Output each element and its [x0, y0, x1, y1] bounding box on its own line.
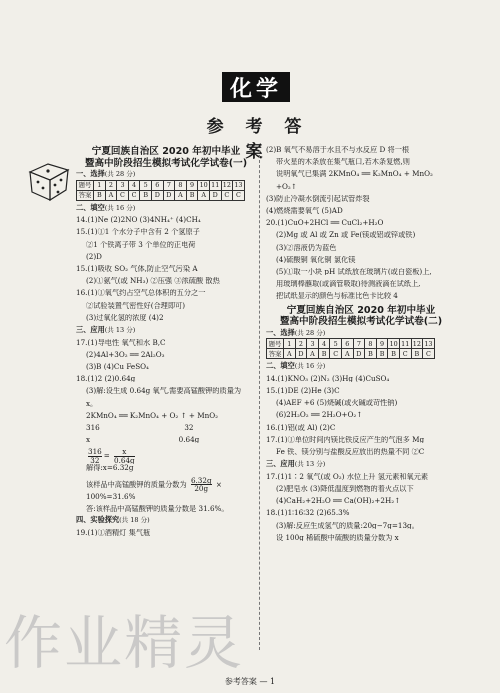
- answer-line: (3)②溶液仍为蓝色: [276, 243, 337, 251]
- table-cell: B: [388, 349, 400, 359]
- ratio-n1: 316: [88, 448, 102, 457]
- answer-line: 解得:x=6.32g: [86, 464, 134, 472]
- percent-num: 6.32g: [190, 476, 212, 485]
- answer-line: (4)AEF +6 (5)烧碱(或火碱或苛性钠): [276, 399, 398, 407]
- table-cell: A: [175, 190, 187, 200]
- table-row: [77, 180, 245, 190]
- answer-line: (3)过氧化氢的浓度 (4)2: [86, 313, 164, 322]
- table-cell: 11: [401, 339, 410, 348]
- table-cell: 1: [284, 339, 296, 349]
- answer-line: (3)防止冷凝水倒流引起试管炸裂: [266, 194, 370, 203]
- table-cell: C: [117, 190, 129, 200]
- answer-line: (2)D: [86, 252, 102, 260]
- answer-line: (2)肥皂水 (3)降低温度到燃物的着火点以下: [276, 484, 414, 493]
- section-note: (共 16 分): [294, 362, 326, 371]
- percent-den: 20g: [194, 484, 209, 493]
- table-cell: 5: [140, 180, 152, 190]
- answer-line: (6)2H₂O₂ ══ 2H₂O+O₂↑: [276, 411, 363, 419]
- exam-title-1a: 宁夏回族自治区 2020 年初中毕业: [91, 146, 241, 157]
- table-cell: 13: [234, 180, 243, 189]
- answer-line: 带火星的木条放在集气瓶口,若木条复燃,则: [276, 158, 410, 166]
- exam-title-1b: 暨高中阶段招生模拟考试化学试卷(一): [84, 157, 248, 169]
- answer-line: (5)①取一小块 pH 试纸放在玻璃片(或白瓷板)上,: [276, 268, 432, 276]
- answer-line: +O₂↑: [276, 182, 297, 190]
- table-cell: 11: [211, 180, 220, 189]
- answer-line: (3)解:反应生成氢气的质量:20g−7g=13g。: [276, 521, 419, 529]
- table-cell: 13: [424, 339, 433, 348]
- section-label: 一、选择: [266, 327, 295, 337]
- answer-line: (2)4Al+3O₂ ══ 2Al₂O₃: [86, 350, 165, 358]
- section-heading: [266, 329, 456, 337]
- table-cell: D: [209, 190, 221, 200]
- table-cell: 10: [199, 180, 208, 189]
- table-head: 答案: [77, 190, 94, 200]
- section-note: (共 13 分): [294, 460, 326, 469]
- table-cell: 8: [365, 339, 377, 349]
- answer-line: 15.(1)DE (2)He (3)C: [266, 387, 340, 395]
- table-head: 题号: [77, 180, 94, 190]
- table-cell: B: [318, 349, 330, 359]
- table-row: [77, 190, 245, 200]
- answer-line: 说明氧气已集满 2KMnO₄ ══ K₂MnO₄ + MnO₂: [276, 170, 433, 178]
- table-row: [267, 349, 435, 359]
- page-title: 化学: [222, 72, 290, 102]
- table-cell: D: [151, 190, 163, 200]
- table-cell: B: [376, 349, 388, 359]
- table-cell: 2: [105, 180, 117, 190]
- answer-line: 16.(1)①氧气约占空气总体积的五分之一: [76, 289, 206, 297]
- section-heading: [76, 204, 256, 212]
- section-note: (共 18 分): [119, 516, 150, 525]
- table-cell: D: [353, 349, 365, 359]
- answer-line: 17.(1)1∶2 氧气(或 O₂) 水位上升 氢元素和氧元素: [266, 472, 429, 480]
- table-cell: 4: [318, 339, 330, 349]
- percent-line: [76, 477, 256, 493]
- answer-line: (4)燃烧需要氧气 (5)AD: [266, 207, 343, 215]
- answer-line: (4)CaH₂+2H₂O ══ Ca(OH)₂+2H₂↑: [276, 497, 401, 505]
- answer-line: x。: [86, 399, 98, 407]
- section-label: 二、填空: [76, 202, 105, 212]
- table-cell: A: [307, 349, 319, 359]
- exam-title-2b: 暨高中阶段招生模拟考试化学试卷(二): [279, 316, 443, 328]
- table-head: 答案: [267, 349, 284, 359]
- ratio-d2: 0.64g: [114, 455, 135, 465]
- table-cell: B: [94, 190, 106, 200]
- table-cell: 8: [175, 180, 187, 190]
- answer-line: 20.(1)CuO+2HCl ══ CuCl₂+H₂O: [266, 219, 384, 227]
- table-cell: A: [284, 349, 296, 359]
- page-footer: 参考答案 — 1: [224, 677, 276, 686]
- table-cell: C: [221, 190, 233, 200]
- section-note: (共 16 分): [104, 203, 136, 212]
- table-cell: 9: [186, 180, 198, 190]
- section-label: 一、选择: [76, 169, 105, 179]
- answer-line: 19.(1)①酒精灯 集气瓶: [76, 528, 151, 536]
- table-cell: B: [186, 190, 198, 200]
- equation-vars: [76, 436, 256, 443]
- table-cell: 3: [117, 180, 129, 190]
- table-cell: B: [411, 349, 423, 359]
- dice-decoration-icon: [24, 158, 76, 204]
- section-heading: [266, 362, 456, 370]
- page-subtitle: 参 考 答 案: [206, 117, 310, 162]
- equation-masses: [76, 424, 256, 431]
- answer-line: (4)硫酸铜 氧化铜 氯化镁: [276, 255, 356, 264]
- table-cell: 5: [330, 339, 342, 349]
- table-cell: D: [163, 190, 175, 200]
- section-heading: [76, 170, 256, 178]
- answer-line: (2)Mg 或 Al 或 Zn 或 Fe(镁或铝或锌或铁): [276, 231, 416, 239]
- table-cell: 12: [222, 180, 231, 189]
- table-cell: C: [233, 190, 245, 200]
- watermark: 作业精灵: [4, 609, 245, 677]
- table-cell: 7: [353, 339, 365, 349]
- answer-line: 15.(1)①1 个水分子中含有 2 个氢原子: [76, 228, 200, 236]
- table-cell: A: [105, 190, 117, 200]
- answer-line: (2)B 氧气不易溶于水且不与水反应 D 将一根: [266, 146, 410, 154]
- answer-line: (3)B (4)Cu FeSO₄: [86, 362, 149, 371]
- section-label: 三、应用: [266, 459, 295, 469]
- answer-line: 16.(1)铝(或 Al) (2)C: [266, 423, 336, 431]
- table-cell: 10: [389, 339, 398, 348]
- table-cell: 12: [412, 339, 421, 348]
- ratio: $\frac{316}{32}$ = $\frac{x}{0.64g}$: [88, 448, 135, 465]
- section-note: (共 28 分): [104, 170, 136, 179]
- answer-line: 100%=31.6%: [86, 492, 136, 500]
- answer-line: ②1 个铁离子带 3 个单位的正电荷: [86, 240, 196, 248]
- answer-line: 14.(1)Ne (2)2NO (3)4NH₄⁺ (4)C̄H₄: [76, 216, 201, 224]
- answer-table: [266, 338, 435, 359]
- mass-a: 316: [86, 423, 100, 432]
- var-b: 0.64g: [178, 436, 200, 444]
- table-cell: B: [365, 349, 377, 359]
- table-cell: 6: [341, 339, 353, 349]
- ratio-n2: x: [114, 448, 135, 457]
- table-cell: C: [423, 349, 435, 359]
- exam-title-2a: 宁夏回族自治区 2020 年初中毕业: [286, 304, 436, 316]
- section-heading: [76, 516, 256, 524]
- table-head: 题号: [267, 339, 284, 349]
- answer-table: [76, 180, 245, 201]
- times-sign: ×: [215, 479, 222, 489]
- answer-line: 答:该样品中高锰酸钾的质量分数是 31.6%。: [86, 505, 229, 513]
- answer-line: 17.(1)①单位时间内镁比铁反应产生的气泡多 Mg: [266, 435, 425, 444]
- mass-b: 32: [184, 423, 194, 432]
- answer-line: 17.(1)导电性 氧气和水 B,C: [76, 338, 166, 346]
- table-row: [267, 339, 435, 349]
- answer-line: ②试验装置气密性好(合理即可): [86, 301, 186, 309]
- table-cell: 2: [295, 339, 307, 349]
- column-divider: [259, 150, 260, 650]
- table-cell: B: [140, 190, 152, 200]
- percent-text: 该样品中高锰酸钾的质量分数为: [86, 479, 187, 489]
- table-cell: 1: [94, 180, 106, 190]
- table-cell: D: [295, 349, 307, 359]
- equation: 2KMnO₄ ══ K₂MnO₄ + O₂ ↑ + MnO₂: [86, 411, 218, 419]
- answer-line: 14.(1)KNO₃ (2)N₂ (3)Hg (4)CuSO₄: [266, 374, 390, 383]
- answer-line: 18.(1)1∶16∶32 (2)65.3%: [266, 509, 350, 517]
- section-heading: [76, 326, 256, 334]
- answer-line: 15.(1)吸收 SO₂ 气体,防止空气污染 A: [76, 265, 198, 273]
- answer-line: 18.(1)2 (2)0.64g: [76, 375, 136, 383]
- table-cell: A: [198, 190, 210, 200]
- section-note: (共 13 分): [104, 326, 136, 335]
- right-column: [266, 146, 456, 541]
- section-note: (共 28 分): [294, 328, 326, 337]
- answer-line: (2)①氨气(或 NH₃) ②压强 ③浓硫酸 散热: [86, 277, 220, 285]
- table-cell: 9: [376, 339, 388, 349]
- ratio-d1: 32: [90, 455, 100, 465]
- answer-line: (3)解:设生成 0.64g 氧气,需要高锰酸钾的质量为: [86, 387, 242, 395]
- table-cell: 6: [151, 180, 163, 190]
- answer-line: 用玻璃棒蘸取(或滴管吸取)待测液滴在试纸上,: [276, 280, 421, 288]
- answer-line: 设 100g 稀硫酸中硫酸的质量分数为 x: [276, 533, 399, 541]
- table-cell: 7: [163, 180, 175, 190]
- table-cell: 4: [128, 180, 140, 190]
- section-label: 三、应用: [76, 325, 105, 335]
- var-a: x: [86, 436, 91, 444]
- answer-line: Fe 铁、镁分别与盐酸反应放出的热量不同 ②C: [276, 448, 425, 456]
- table-cell: C: [330, 349, 342, 359]
- section-heading: [266, 460, 456, 468]
- section-label: 二、填空: [266, 361, 295, 371]
- table-cell: A: [341, 349, 353, 359]
- table-cell: C: [128, 190, 140, 200]
- answer-line: 把试纸显示的颜色与标准比色卡比较 4: [276, 292, 398, 300]
- table-cell: C: [399, 349, 411, 359]
- table-cell: 3: [307, 339, 319, 349]
- left-column: [76, 146, 256, 536]
- section-label: 四、实验探究: [76, 515, 120, 525]
